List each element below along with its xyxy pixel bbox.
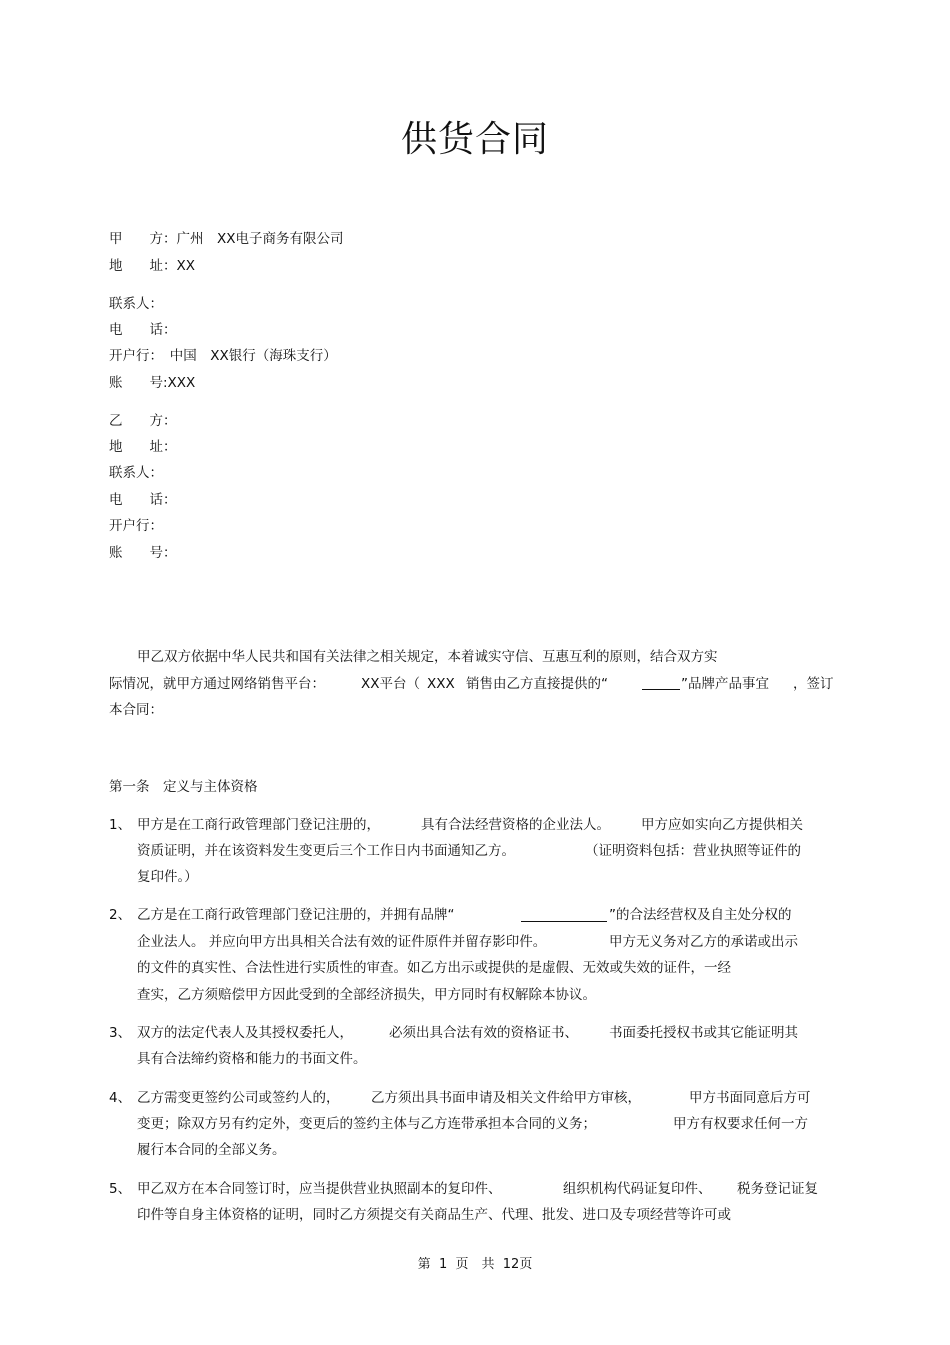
item-5-line-1b: 组织机构代码证复印件、 [563, 1181, 712, 1197]
item-number: 1、 [109, 817, 132, 833]
party-b-phone: 电 话： [109, 492, 177, 508]
preamble-line-2a: 际情况，就甲方通过网络销售平台： [109, 676, 325, 692]
party-b-account: 账 号： [109, 545, 177, 561]
item-1-line-2b: （证明资料包括：营业执照等证件的 [585, 843, 801, 859]
party-b-bank: 开户行： [109, 518, 163, 534]
item-1-line-1a: 甲方是在工商行政管理部门登记注册的， [137, 817, 380, 833]
preamble-line-2f: ，签订 [793, 676, 834, 692]
item-number: 4、 [109, 1090, 132, 1106]
preamble-line-2c: XXX [427, 676, 455, 692]
item-2-line-3: 的文件的真实性、合法性进行实质性的审查。如乙方出示或提供的是虚假、无效或失效的证件，一经 [137, 960, 731, 976]
party-a-phone: 电 话： [109, 322, 177, 338]
item-number: 3、 [109, 1025, 132, 1041]
item-number: 2、 [109, 907, 132, 923]
page-prefix: 第 [417, 1257, 431, 1272]
party-a-bank: 开户行： 中国 XX银行（海珠支行） [109, 348, 337, 364]
page-suffix: 页 [519, 1257, 533, 1272]
document-title: 供货合同 [400, 119, 549, 160]
item-2-line-2a: 企业法人。 并应向甲方出具相关合法有效的证件原件并留存影印件。 [137, 934, 547, 950]
page-footer [0, 1253, 950, 1272]
party-b-address: 地 址： [109, 439, 177, 455]
item-4-line-1a: 乙方需变更签约公司或签约人的， [137, 1090, 340, 1106]
preamble-line-3: 本合同： [109, 702, 163, 718]
preamble-line-2d: 销售由乙方直接提供的“ [466, 676, 608, 692]
item-1-line-3: 复印件。） [137, 869, 198, 885]
item-2-line-1a: 乙方是在工商行政管理部门登记注册的，并拥有品牌“ [137, 907, 455, 923]
item-2-line-2b: 甲方无义务对乙方的承诺或出示 [609, 934, 798, 950]
party-a-address: 地 址：XX [109, 258, 195, 274]
preamble-line-1: 甲乙双方依据中华人民共和国有关法律之相关规定，本着诚实守信、互惠互利的原则，结合双方实 [137, 649, 718, 665]
party-a-contact: 联系人： [109, 296, 163, 312]
page-mid: 页 共 [455, 1257, 495, 1272]
item-1-line-2a: 资质证明，并在该资料发生变更后三个工作日内书面通知乙方。 [137, 843, 515, 859]
item-4-line-3: 履行本合同的全部义务。 [137, 1142, 286, 1158]
item-5-line-2: 印件等自身主体资格的证明，同时乙方须提交有关商品生产、代理、批发、进口及专项经营等许可或 [137, 1207, 731, 1223]
item-3-line-1c: 书面委托授权书或其它能证明其 [609, 1025, 798, 1041]
article-1-heading: 第一条 定义与主体资格 [109, 779, 258, 795]
party-b-contact: 联系人： [109, 465, 163, 481]
item-1-line-1c: 甲方应如实向乙方提供相关 [641, 817, 803, 833]
party-a-name: 甲 方：广州 XX电子商务有限公司 [109, 231, 344, 247]
item-2-line-4: 查实，乙方须赔偿甲方因此受到的全部经济损失，甲方同时有权解除本协议。 [137, 987, 596, 1003]
brand-name-blank [521, 909, 607, 922]
page-number: 1 [438, 1257, 448, 1272]
item-5-line-1a: 甲乙双方在本合同签订时，应当提供营业执照副本的复印件、 [137, 1181, 502, 1197]
party-a-account: 账 号:XXX [109, 375, 196, 391]
item-3-line-1a: 双方的法定代表人及其授权委托人， [137, 1025, 353, 1041]
item-4-line-1c: 甲方书面同意后方可 [689, 1090, 811, 1106]
preamble-line-2b: XX平台（ [361, 676, 420, 692]
brand-blank [642, 677, 680, 690]
preamble-line-2e: ”品牌产品事宜 [681, 676, 769, 692]
item-3-line-2: 具有合法缔约资格和能力的书面文件。 [137, 1051, 367, 1067]
item-4-line-2b: 甲方有权要求任何一方 [673, 1116, 808, 1132]
item-number: 5、 [109, 1181, 132, 1197]
item-4-line-2a: 变更；除双方另有约定外，变更后的签约主体与乙方连带承担本合同的义务； [137, 1116, 596, 1132]
item-3-line-1b: 必须出具合法有效的资格证书、 [389, 1025, 578, 1041]
item-4-line-1b: 乙方须出具书面申请及相关文件给甲方审核， [371, 1090, 641, 1106]
page-total: 12 [502, 1257, 520, 1272]
party-b-name: 乙 方： [109, 413, 177, 429]
item-2-line-1b: ”的合法经营权及自主处分权的 [609, 907, 792, 923]
item-1-line-1b: 具有合法经营资格的企业法人。 [421, 817, 610, 833]
item-5-line-1c: 税务登记证复 [737, 1181, 818, 1197]
